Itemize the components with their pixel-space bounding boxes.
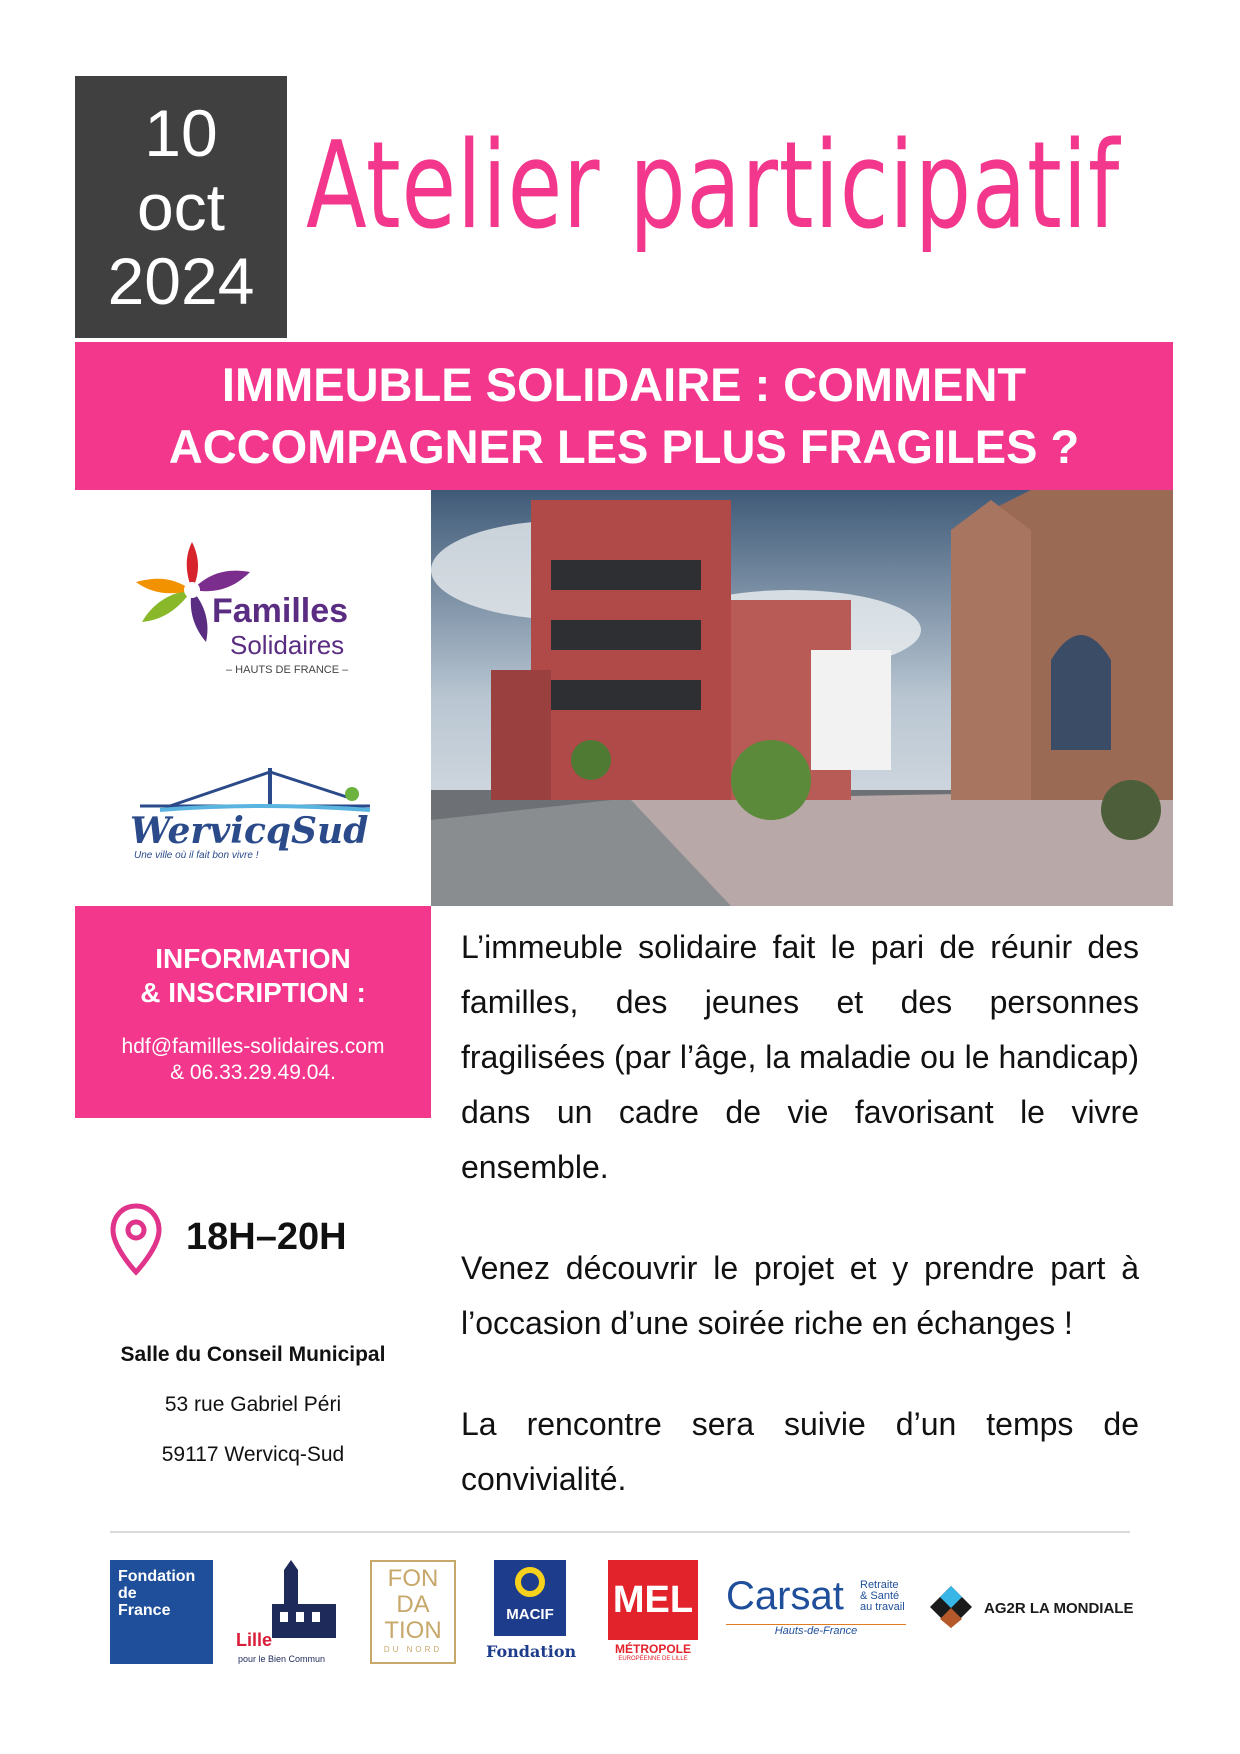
info-title-line1: INFORMATION — [155, 943, 351, 974]
info-title-line2: & INSCRIPTION : — [140, 977, 366, 1008]
fdf-line1: Fondation — [118, 1568, 196, 1585]
fdn-sub: DU NORD — [383, 1645, 443, 1654]
description-paragraph-1: L’immeuble solidaire fait le pari de réunir des familles, des jeunes et des personnes fragilisées (par l’âge, la maladie ou le handicap) dans un cadre de vie favorisant le vivre ensemble. — [461, 929, 1139, 1185]
fondation-de-france-logo — [110, 1560, 213, 1664]
familles-logo-line2: Solidaires — [230, 630, 345, 660]
familles-logo-line1: Familles — [212, 592, 349, 630]
venue-street: 53 rue Gabriel Péri — [164, 1393, 342, 1416]
carsat-logo — [726, 1574, 912, 1644]
description-paragraph-3: La rencontre sera suivie d’un temps de convivialité. — [461, 1406, 1139, 1497]
fdn-line1: FON — [387, 1565, 439, 1592]
description-text — [461, 920, 1139, 1553]
info-title — [75, 942, 431, 1010]
venue-city: 59117 Wervicq-Sud — [161, 1443, 345, 1466]
date-month: oct — [136, 170, 226, 244]
ag2r-la-mondiale-logo — [928, 1584, 1148, 1634]
wervicq-logo-tagline: Une ville où il fait bon vivre ! — [134, 850, 259, 861]
belfry-icon — [236, 1560, 346, 1640]
carsat-side2: & Santé — [860, 1590, 900, 1602]
wervicq-sud-logo — [130, 758, 380, 861]
fdf-line3: France — [118, 1602, 171, 1619]
fdn-line3: TION — [384, 1617, 442, 1644]
carsat-side — [860, 1580, 905, 1613]
info-contact — [75, 1034, 431, 1086]
contact-email-link[interactable]: hdf@familles-solidaires.com — [121, 1035, 385, 1058]
fondation-du-nord-logo — [370, 1560, 456, 1664]
carsat-sub: Hauts-de-France — [726, 1624, 906, 1637]
banner-line-2: ACCOMPAGNER LES PLUS FRAGILES ? — [168, 420, 1080, 473]
event-time: 18H–20H — [186, 1216, 347, 1258]
macif-square — [494, 1560, 566, 1636]
footer-divider — [110, 1531, 1130, 1533]
carsat-side3: au travail — [860, 1601, 905, 1613]
venue-name: Salle du Conseil Municipal — [120, 1343, 386, 1366]
fdf-line2: de — [118, 1585, 137, 1602]
fdn-line2: DA — [396, 1591, 430, 1618]
mel-sub: MÉTROPOLE — [614, 1642, 691, 1656]
familles-solidaires-logo — [130, 538, 370, 688]
ag2r-name: AG2R LA MONDIALE — [984, 1600, 1134, 1617]
date-day: 10 — [144, 96, 218, 170]
macif-fondation-logo — [484, 1560, 576, 1666]
lille-logo-name: Lille — [236, 1630, 273, 1650]
venue-address — [75, 1330, 431, 1480]
subtitle-banner — [75, 342, 1173, 490]
carsat-side1: Retraite — [860, 1579, 899, 1591]
ag2r-diamond-icon — [928, 1584, 974, 1630]
wervicq-logo-name: WervicqSud — [130, 810, 369, 852]
location-pin-icon — [108, 1202, 164, 1278]
contact-phone[interactable]: & 06.33.29.49.04. — [170, 1061, 336, 1084]
macif-swirl-icon — [494, 1560, 566, 1600]
building-render-image — [431, 490, 1173, 906]
carsat-name: Carsat — [726, 1574, 844, 1618]
macif-name: MACIF — [506, 1606, 554, 1623]
lille-logo — [236, 1560, 346, 1666]
bridge-icon — [130, 758, 380, 814]
lille-logo-sub: pour le Bien Commun — [238, 1654, 326, 1664]
familles-logo-tagline: – HAUTS DE FRANCE – — [226, 664, 349, 676]
description-paragraph-2: Venez découvrir le projet et y prendre part à l’occasion d’une soirée riche en échanges ! — [461, 1250, 1139, 1341]
macif-sub: Fondation — [486, 1642, 577, 1661]
page-title: Atelier participatif — [306, 117, 1120, 256]
mel-name: MEL — [608, 1560, 698, 1640]
event-date-block — [75, 76, 287, 338]
information-box — [75, 906, 431, 1118]
mel-sub2: EUROPÉENNE DE LILLE — [618, 1656, 688, 1662]
date-year: 2024 — [107, 244, 255, 318]
mel-metropole-logo — [608, 1560, 698, 1666]
banner-line-1: IMMEUBLE SOLIDAIRE : COMMENT — [221, 358, 1027, 411]
